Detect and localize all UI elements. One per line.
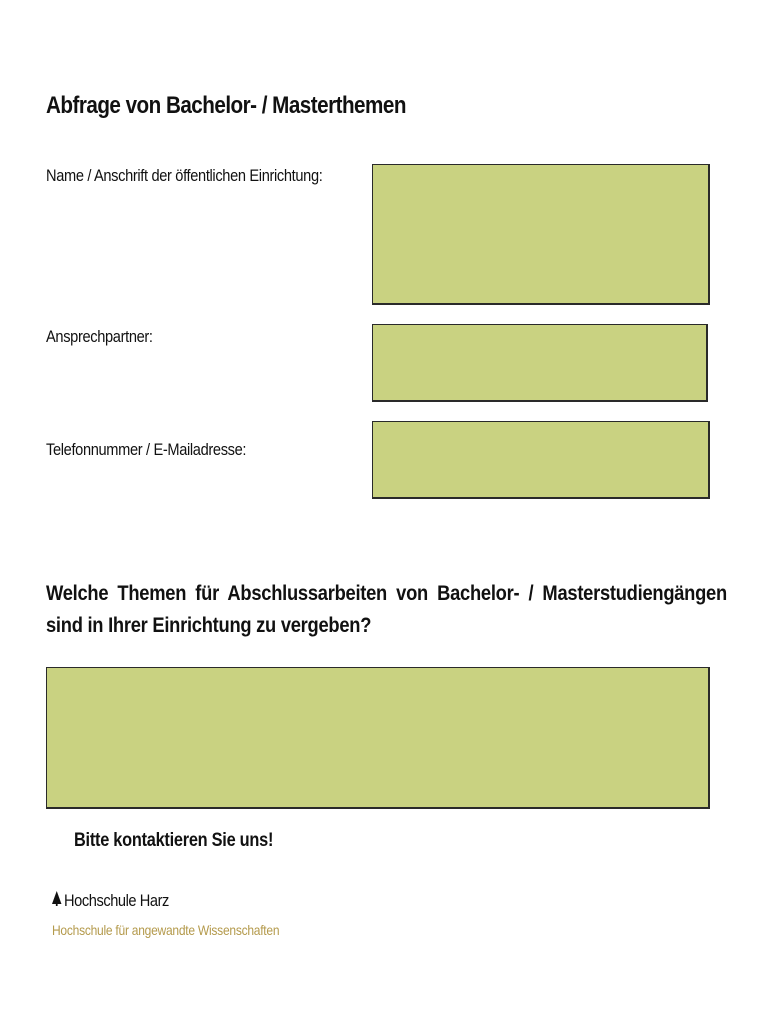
logo — [52, 891, 169, 911]
tree-icon — [52, 891, 61, 911]
contact-note: Bitte kontaktieren Sie uns! — [74, 830, 274, 851]
topics-question: Welche Themen für Abschlussarbeiten von Bachelor- / Masterstudiengängen sind in Ihrer Einrichtung zu vergeben? — [46, 582, 727, 637]
label-contact-person: Ansprechpartner: — [46, 327, 153, 346]
form-title: Abfrage von Bachelor- / Masterthemen — [46, 92, 406, 119]
topics-field[interactable] — [46, 667, 710, 809]
institution-field[interactable] — [372, 164, 710, 305]
label-institution: Name / Anschrift der öffentlichen Einrichtung: — [46, 166, 323, 185]
contact-person-field[interactable] — [372, 324, 708, 402]
label-phone-email: Telefonnummer / E-Mailadresse: — [46, 440, 247, 459]
logo-name: Hochschule Harz — [64, 891, 169, 910]
phone-email-field[interactable] — [372, 421, 710, 499]
logo-tagline: Hochschule für angewandte Wissenschaften — [52, 922, 280, 938]
